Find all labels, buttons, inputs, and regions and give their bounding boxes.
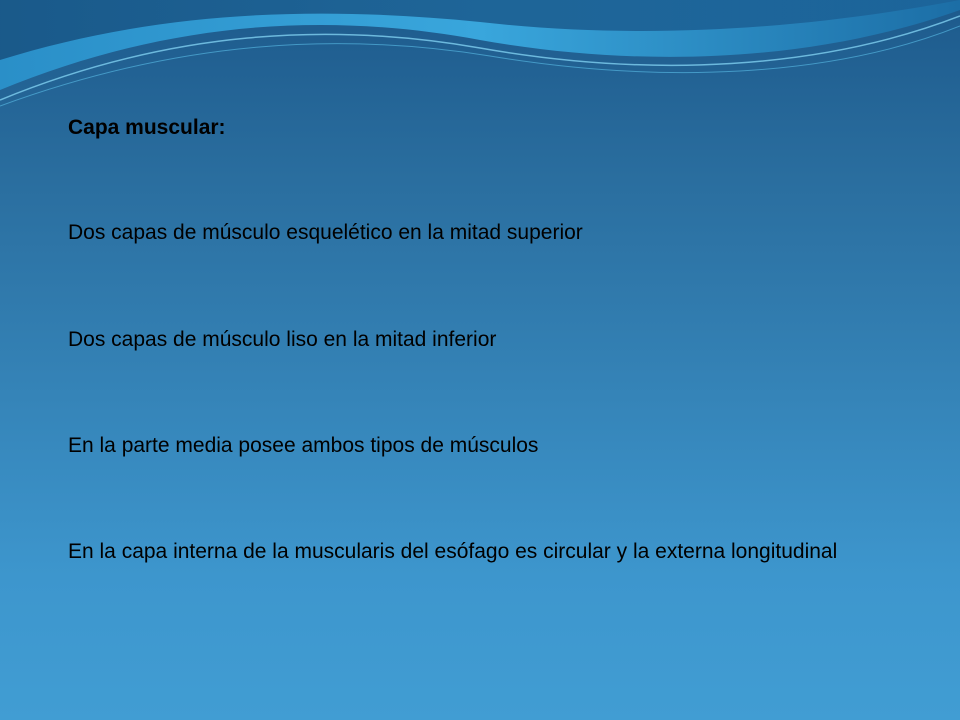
- bullet-paragraph-4: En la capa interna de la muscularis del esófago es circular y la externa longitudinal: [68, 540, 838, 563]
- bullet-paragraph-2: Dos capas de músculo liso en la mitad inferior: [68, 328, 497, 351]
- slide-title: Capa muscular:: [68, 116, 226, 139]
- bullet-paragraph-1: Dos capas de músculo esquelético en la mitad superior: [68, 221, 583, 244]
- bullet-paragraph-3: En la parte media posee ambos tipos de músculos: [68, 434, 539, 457]
- slide-body: [68, 114, 888, 563]
